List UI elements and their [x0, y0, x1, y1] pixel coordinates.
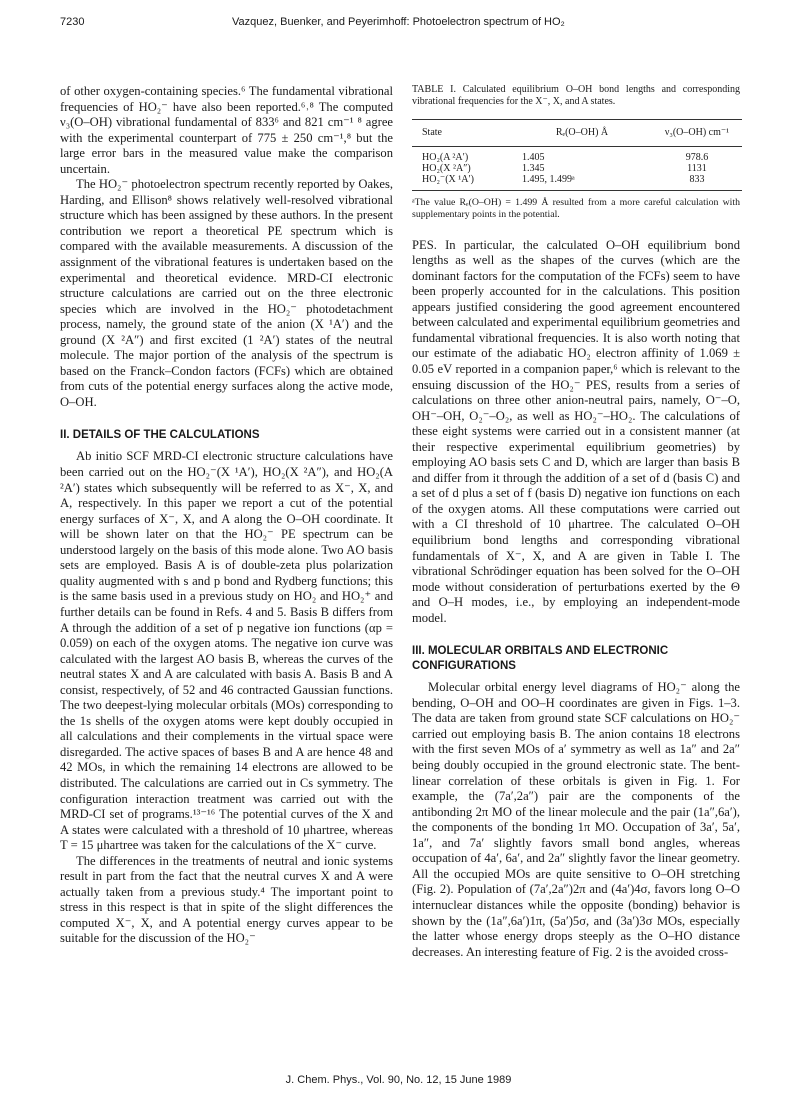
table-cell-frequency: 833 — [689, 173, 705, 185]
table-cell-frequency: 1131 — [687, 162, 707, 174]
table-cell-frequency: 978.6 — [685, 151, 709, 163]
table-cell-state: HO₂⁻(X ¹A′) — [422, 173, 474, 185]
page-number: 7230 — [60, 16, 85, 28]
right-paragraph-1: PES. In particular, the calculated O–OH equilibrium bond lengths as well as the shapes of the curves (which are the dominant factors for the computation of the FCFs) seem to have been properly accounted for in the calculations. This position appears justified considering the good agreement encountered between calculated and experimental equilibrium geometries and fundamental vibrational frequencies. It is also worth noting that our estimate of the adiabatic HO₂ electron affinity of 1.069 ± 0.05 eV reported in a companion paper,⁶ which is relevant to the ensuing discussion of the HO₂⁻ PES, results from a series of calculations on three other anion-neutral pairs, namely, O⁻–O, OH⁻–OH, O₂⁻–O₂, as well as HO₂⁻–HO₂. The calculations of these eight systems were carried out in a consistent manner (at their respective experimental equilibrium geometries) by employing AO basis sets C and D, which are larger than basis B and differ from it through the addition of a set of d (basis C) and a set of d plus a set of f (basis D) negative ion functions on each of the oxygen atoms. All these computations were carried out with a CI threshold of 10 μhartree. The calculated O–OH equilibrium bond lengths and corresponding vibrational fundamentals of X⁻, X, and A are given in Table I. The vibrational Schrödinger equation has been solved for the O–OH mode without consideration of perturbations exerted by the Θ and O–H modes, i.e., by employing an independent-mode model. — [412, 237, 741, 625]
table-header-state: State — [412, 120, 512, 147]
running-head: Vazquez, Buenker, and Peyerimhoff: Photoelectron spectrum of HO₂ — [232, 16, 565, 28]
results-table — [412, 119, 742, 191]
table-cell-state: HO₂(X ²A″) — [422, 162, 471, 174]
table-cell-bond-length: 1.495, 1.499ᵃ — [522, 173, 575, 185]
left-paragraph-4: The differences in the treatments of neutral and ionic systems result in part from the fact that the neutral curves X and A were actually taken from a previous study.⁴ The important point to stress in this respect is that in spite of the slight differences the computed X⁻, X, and A potential energy curves appear to be suitable for the discussion of the HO₂⁻ — [60, 853, 393, 946]
table-row — [412, 174, 742, 185]
left-paragraph-1: of other oxygen-containing species.⁶ The fundamental vibrational frequencies of HO₂⁻ have also been reported.⁶˒⁸ The computed ν₃(O–OH) vibrational fundamental of 833⁶ and 821 cm⁻¹ ⁸ agree with the experimental counterpart of 775 ± 250 cm⁻¹,⁸ but the large error bars in the measured value make the comparison uncertain. — [60, 84, 393, 176]
left-column — [60, 84, 393, 947]
left-paragraph-2: The HO₂⁻ photoelectron spectrum recently reported by Oakes, Harding, and Ellison⁸ shows relatively well-resolved vibrational structure which has been assigned by these authors. In the present contribution we report a theoretical PE spectrum which is compared with the available measurements. A discussion of the assignment of the vibrational features is undertaken based on the experimental and theoretical evidence. MRD-CI electronic structure calculations are carried out on the three electronic species which are involved in the HO₂⁻ photodetachment process, namely, the ground state of the anion (X ¹A′) and the ground (X ²A″) and first excited (1 ²A′) states of the neutral molecule. The major portion of the analysis of the spectrum is based on the Franck–Condon factors (FCFs) which are obtained from cuts of the potential energy surfaces along the active mode, O–OH. — [60, 177, 393, 409]
section-heading-2: II. DETAILS OF THE CALCULATIONS — [60, 429, 260, 442]
table-row — [412, 152, 742, 163]
page-footer: J. Chem. Phys., Vol. 90, No. 12, 15 June 1989 — [285, 1074, 512, 1086]
table-header-bond-length: Rₑ(O–OH) Å — [512, 120, 642, 147]
table-cell-state: HO₂(A ²A′) — [422, 151, 469, 163]
table-header-frequency: ν₃(O–OH) cm⁻¹ — [642, 120, 742, 147]
right-paragraph-2: Molecular orbital energy level diagrams of HO₂⁻ along the bending, O–OH and OO–H coordinates are given in Figs. 1–3. The data are taken from ground state SCF calculations on HO₂⁻ carried out employing basis B. The anion contains 18 electrons with the first seven MOs of a′ symmetry as well as 1a″ and 2a″ being doubly occupied in the ground electronic state. The bent-linear correlation of these orbitals is given in Fig. 1. For example, the (7a′,2a″) pair are the components of the antibonding 2π MO of the linear molecule and the pair (1a″,6a′), the components of the bonding 1π MO. Occupation of 3a′, 5a′, 1a″, and 7a′ slightly favors small bond angles, whereas occupation of 4a′, 6a′, and 2a″ slightly favor the linear geometry. All the occupied MOs are quite sensitive to O–OH stretching (Fig. 2). Population of (7a′,2a″)2π and (4a′)4σ, favors long O–O internuclear distances while the opposite (bonding) behavior is shown by the (1a″,6a′)1π, (5a′)5σ, and (3a′)3σ MOs, especially the latter whose energy drops steeply as the O–HO distance decreases. An interesting feature of Fig. 2 is the avoided cross- — [412, 680, 740, 959]
table-caption: TABLE I. Calculated equilibrium O–OH bond lengths and corresponding vibrational frequencies for the X⁻, X, and A states. — [412, 84, 740, 108]
right-column — [412, 84, 740, 960]
section-heading-3: III. MOLECULAR ORBITALS AND ELECTRONIC CONFIGURATIONS — [412, 645, 669, 673]
table-cell-bond-length: 1.345 — [522, 162, 545, 174]
left-paragraph-3: Ab initio SCF MRD-CI electronic structure calculations have been carried out on the HO₂⁻(X ¹A′), HO₂(X ²A″), and HO₂(A ²A′) states which subsequently will be referred to as X⁻, X, and A, respectively. In this paper we report a cut of the potential energy surfaces of X⁻, X, and A along the O–OH coordinate. It will be shown later on that the HO₂⁻ PE spectrum can be understood largely on the basis of this mode alone. Two AO basis sets are employed. Basis A is of double-zeta plus polarization quality augmented with s and p bond and Rydberg functions; this is the same basis used in a previous study on HO₂ and HO₂⁺ and further details can be found in Refs. 4 and 5. Basis B differs from A through the addition of a set of p negative ion functions (αp = 0.059) on each of the oxygen atoms. The negative ion curve was calculated with the largest AO basis B, whereas the curves of the neutral states X and A are calculated with basis A. Basis B and A consist, respectively, of 52 and 46 contracted Gaussian functions. The two deepest-lying molecular orbitals (MOs) corresponding to the 1s shells of the oxygen atoms were kept doubly occupied in all calculations and their complements in the virtual space were disregarded. The active spaces of bases B and A are hence 48 and 42 MOs, in which the remaining 14 electrons are allowed to be distributed. The calculations are carried out in Cs symmetry. The configuration interaction treatment was carried out with the MRD-CI set of programs.¹³⁻¹⁶ The potential curves of the X and A states were calculated with a threshold of 10 μhartree, whereas T = 15 μhartree was taken for the calculations of the X⁻ curve. — [60, 449, 393, 853]
table-header-row — [412, 120, 742, 147]
table-row — [412, 163, 742, 174]
table-footnote: ᵃThe value Rₑ(O–OH) = 1.499 Å resulted from a more careful calculation with supplementary points in the potential. — [412, 196, 740, 221]
table-cell-bond-length: 1.405 — [522, 151, 545, 163]
